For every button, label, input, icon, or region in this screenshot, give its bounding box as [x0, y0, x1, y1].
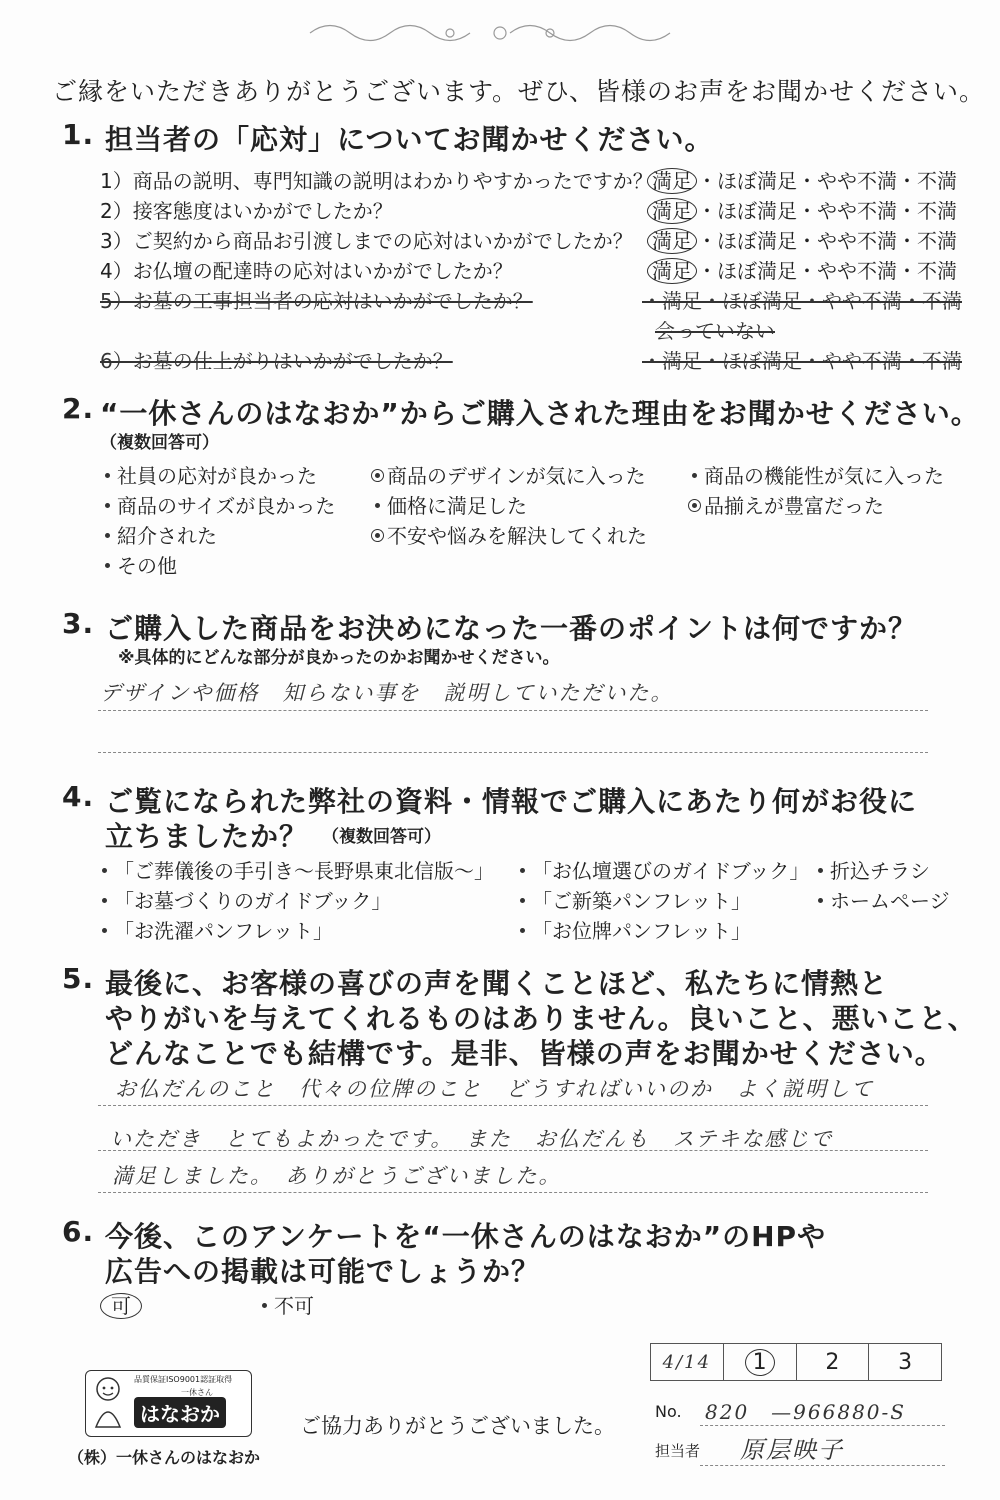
- option-label: 商品の機能性が気に入った: [704, 464, 944, 488]
- staff-label: 担当者: [655, 1442, 701, 1460]
- answer-circle: 可: [100, 1293, 142, 1319]
- q5-answer-line2: いただき とてもよかったです。 また お仏だんも ステキな感じで: [110, 1127, 834, 1151]
- q6-title-line2: 広告への掲載は可能でしょうか？: [105, 1255, 541, 1288]
- answer-line: [98, 710, 928, 711]
- q4-option[interactable]: [818, 855, 930, 884]
- option-label: 商品のデザインが気に入った: [387, 464, 646, 488]
- q5-answer-line1: お仏だんのこと 代々の位牌のこと どうすればいいのか よく説明して: [115, 1077, 874, 1101]
- bullet-icon: [692, 473, 697, 478]
- q1-number: 1.: [62, 118, 95, 151]
- bullet-icon: [105, 563, 110, 568]
- answer-circle: 満足: [647, 168, 697, 194]
- company-name: （株）一休さんのはなおか: [68, 1448, 261, 1467]
- bullet-icon: [105, 473, 110, 478]
- q4-option[interactable]: [102, 885, 391, 914]
- q4-number: 4.: [62, 780, 95, 813]
- bullet-icon: [102, 928, 107, 933]
- answer-option-1: ・満足: [642, 289, 702, 313]
- bullet-icon: [818, 898, 823, 903]
- q1-row-5-question: 5）お墓の工事担当者の応対はいかがでしたか？: [100, 289, 533, 313]
- q6-option-yes[interactable]: [105, 1290, 142, 1319]
- answer-options: ・ほぼ満足・やや不満・不満: [697, 199, 957, 223]
- option-label: 折込チラシ: [830, 859, 930, 883]
- option-label: 商品のサイズが良かった: [117, 494, 336, 518]
- q4-option[interactable]: [102, 915, 333, 944]
- answer-options: ・ほぼ満足・やや不満・不満: [697, 229, 957, 253]
- option-label: 「お仏壇選びのガイドブック」: [532, 859, 810, 883]
- q2-title: “一休さんのはなおか”からご購入された理由をお聞かせください。: [100, 397, 980, 430]
- option-label: 品揃えが豊富だった: [704, 494, 884, 518]
- option-label: 「お墓づくりのガイドブック」: [114, 889, 392, 913]
- q1-row-2-question: 2）接客態度はいかがでしたか？: [100, 199, 393, 223]
- grid-cell-1[interactable]: [724, 1344, 797, 1380]
- q4-title-line1: ご覧になられた弊社の資料・情報でご購入にあたり何がお役に: [105, 785, 918, 818]
- answer-line: [98, 752, 928, 753]
- bullet-icon: [818, 868, 823, 873]
- q1-row-3-answer[interactable]: [652, 225, 957, 254]
- bullet-icon: [102, 898, 107, 903]
- answer-options: ・ほぼ満足・やや不満・不満: [697, 169, 957, 193]
- no-value: 820 —966880-S: [705, 1400, 906, 1424]
- monk-icon: [90, 1375, 126, 1430]
- no-line: [700, 1425, 945, 1426]
- staff-name: 原层映子: [740, 1436, 844, 1464]
- cell-label: 1: [745, 1349, 775, 1376]
- q2-number: 2.: [62, 392, 95, 425]
- answer-options: ・ほぼ満足・やや不満・不満: [702, 289, 962, 313]
- answer-line: [98, 1192, 928, 1193]
- q2-option-selected[interactable]: [692, 490, 884, 519]
- q4-subtitle: （複数回答可）: [322, 827, 441, 847]
- q2-option[interactable]: [375, 490, 527, 519]
- bullet-icon: [375, 503, 380, 508]
- q4-option[interactable]: [102, 855, 494, 884]
- option-label: 不安や悩みを解決してくれた: [387, 524, 647, 548]
- no-label: No.: [655, 1402, 682, 1421]
- q2-option[interactable]: [105, 520, 217, 549]
- bullet-icon: [262, 1303, 267, 1308]
- q3-subtitle: ※具体的にどんな部分が良かったのかお聞かせください。: [118, 648, 560, 668]
- q4-option[interactable]: [520, 855, 809, 884]
- q5-title-line1: 最後に、お客様の喜びの声を聞くことほど、私たちに情熱と: [105, 967, 889, 1000]
- company-logo: [85, 1370, 252, 1437]
- option-label: 紹介された: [117, 524, 217, 548]
- q1-note: 会っていない: [655, 319, 775, 343]
- option-label: 「お位牌パンフレット」: [532, 919, 751, 943]
- intro-text: ご縁をいただきありがとうございます。ぜひ、皆様のお声をお聞かせください。: [52, 77, 986, 106]
- q4-option[interactable]: [818, 885, 950, 914]
- date-grid: [650, 1343, 942, 1381]
- q2-option-selected[interactable]: [375, 460, 646, 489]
- q1-row-5-answer[interactable]: [642, 285, 962, 314]
- answer-options: ・ほぼ満足・やや不満・不満: [702, 349, 962, 373]
- q2-option[interactable]: [105, 550, 177, 579]
- bullet-icon: [105, 533, 110, 538]
- option-label: 価格に満足した: [387, 494, 527, 518]
- logo-main: はなおか: [134, 1397, 226, 1428]
- option-label: 「ご新築パンフレット」: [532, 889, 751, 913]
- q2-subtitle: （複数回答可）: [100, 433, 219, 453]
- q4-option[interactable]: [520, 885, 751, 914]
- bullet-icon: [520, 868, 525, 873]
- q2-option[interactable]: [105, 460, 317, 489]
- bullet-icon: [102, 868, 107, 873]
- q3-answer: デザインや価格 知らない事を 説明していただいた。: [100, 681, 674, 705]
- option-label: 不可: [274, 1294, 314, 1318]
- bullet-icon: [520, 928, 525, 933]
- grid-cell-3[interactable]: 3: [898, 1349, 913, 1375]
- date-cell: 4/14: [651, 1344, 724, 1380]
- q6-number: 6.: [62, 1215, 95, 1248]
- q1-row-6-question: 6）お墓の仕上がりはいかがでしたか？: [100, 349, 453, 373]
- q2-option[interactable]: [105, 490, 335, 519]
- q5-answer-line3: 満足しました。 ありがとうございました。: [112, 1164, 562, 1188]
- logo-certification: 品質保証ISO9001認証取得: [134, 1375, 233, 1384]
- q4-option[interactable]: [520, 915, 751, 944]
- q3-title: ご購入した商品をお決めになった一番のポイントは何ですか？: [105, 612, 918, 645]
- answer-option-1: ・満足: [642, 349, 702, 373]
- selected-bullet-icon: [692, 503, 697, 508]
- option-label: ホームページ: [830, 889, 950, 913]
- q1-row-3-question: 3）ご契約から商品お引渡しまでの応対はいかがでしたか？: [100, 229, 633, 253]
- answer-circle: 満足: [647, 228, 697, 254]
- q1-row-4-answer[interactable]: [652, 255, 957, 284]
- answer-line: [98, 1105, 928, 1106]
- q5-title-line3: どんなことでも結構です。是非、皆様の声をお聞かせください。: [105, 1037, 944, 1070]
- selected-bullet-icon: [375, 533, 380, 538]
- staff-line: [700, 1465, 945, 1466]
- q1-row-6-answer[interactable]: [642, 345, 962, 374]
- logo-small: 一休さん: [181, 1388, 213, 1397]
- bullet-icon: [520, 898, 525, 903]
- q1-row-1-answer[interactable]: [652, 165, 957, 194]
- answer-line: [98, 1150, 928, 1151]
- option-label: 社員の応対が良かった: [117, 464, 317, 488]
- selected-bullet-icon: [375, 473, 380, 478]
- q2-option[interactable]: [692, 460, 944, 489]
- q6-title-line1: 今後、このアンケートを“一休さんのはなおか”のHPや: [105, 1220, 827, 1253]
- q6-option-no[interactable]: [262, 1290, 314, 1319]
- answer-circle: 満足: [647, 198, 697, 224]
- ornament-header: [300, 8, 700, 48]
- q2-option-selected[interactable]: [375, 520, 647, 549]
- grid-cell-2[interactable]: 2: [797, 1344, 870, 1380]
- q1-row-1-question: 1）商品の説明、専門知識の説明はわかりやすかったですか？: [100, 169, 653, 193]
- q5-number: 5.: [62, 962, 95, 995]
- q1-row-2-answer[interactable]: [652, 195, 957, 224]
- q1-row-4-question: 4）お仏壇の配達時の応対はいかがでしたか？: [100, 259, 513, 283]
- q1-title: 担当者の「応対」についてお聞かせください。: [105, 123, 714, 156]
- q5-title-line2: やりがいを与えてくれるものはありません。良いこと、悪いこと、: [105, 1002, 977, 1035]
- bullet-icon: [105, 503, 110, 508]
- option-label: 「お洗濯パンフレット」: [114, 919, 333, 943]
- q3-number: 3.: [62, 607, 95, 640]
- thanks-text: ご協力ありがとうございました。: [300, 1414, 615, 1438]
- option-label: 「ご葬儀後の手引き〜長野県東北信版〜」: [114, 859, 494, 883]
- option-label: その他: [117, 554, 177, 578]
- answer-options: ・ほぼ満足・やや不満・不満: [697, 259, 957, 283]
- q4-title-line2: 立ちましたか？: [105, 820, 309, 853]
- answer-circle: 満足: [647, 258, 697, 284]
